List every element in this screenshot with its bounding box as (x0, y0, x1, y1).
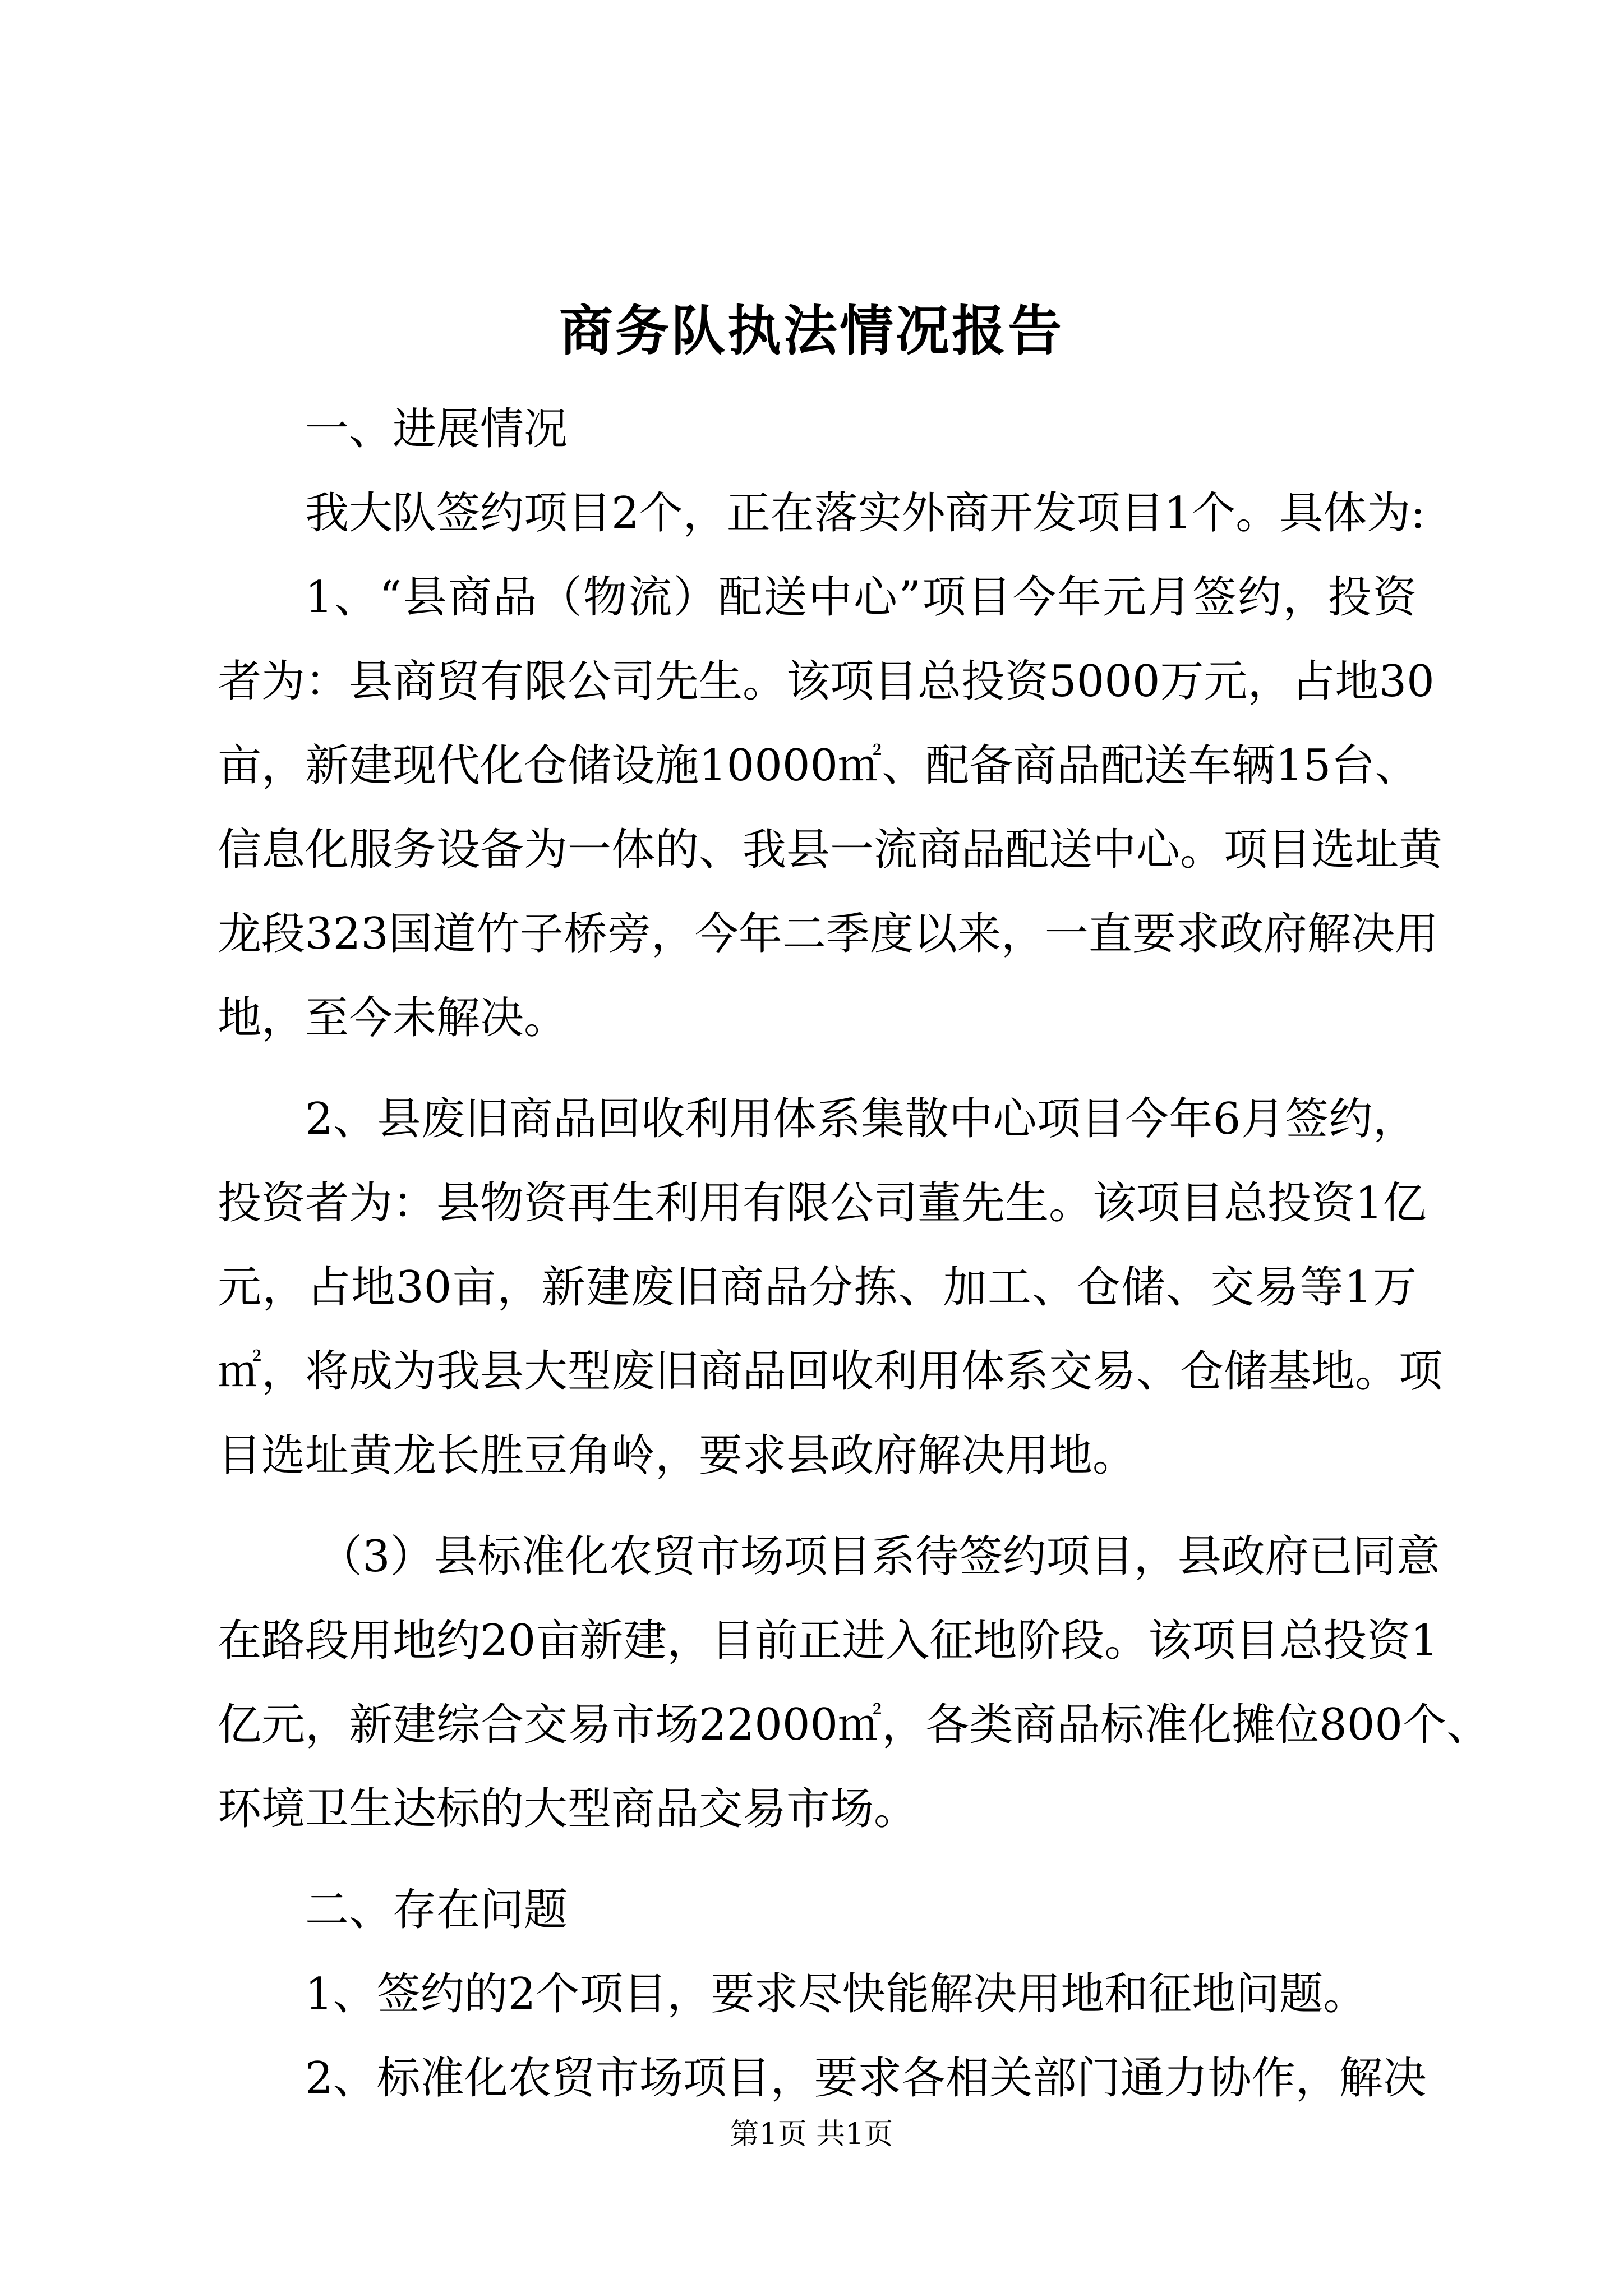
paragraph-line: 信息化服务设备为一体的、我县一流商品配送中心。项目选址黄 (218, 825, 1443, 875)
paragraph-line: 投资者为：县物资再生利用有限公司董先生。该项目总投资1亿 (218, 1178, 1427, 1228)
paragraph-line: 环境卫生达标的大型商品交易市场。 (218, 1784, 918, 1834)
paragraph-line: 1、签约的2个项目，要求尽快能解决用地和征地问题。 (305, 1969, 1367, 2019)
document-body (218, 387, 1491, 2120)
paragraph-line: 目选址黄龙长胜豆角岭，要求县政府解决用地。 (218, 1430, 1137, 1481)
paragraph-line: ㎡，将成为我县大型废旧商品回收利用体系交易、仓储基地。项 (218, 1346, 1443, 1397)
paragraph-line: 地，至今未解决。 (218, 993, 568, 1043)
section-heading-problems: 二、存在问题 (305, 1885, 568, 1935)
paragraph-line: 元，占地30亩，新建废旧商品分拣、加工、仓储、交易等1万 (218, 1262, 1417, 1313)
paragraph-line: 者为：县商贸有限公司先生。该项目总投资5000万元，占地30 (218, 656, 1435, 707)
paragraph-line: 在路段用地约20亩新建，目前正进入征地阶段。该项目总投资1 (218, 1616, 1438, 1666)
paragraph-line: 2、县废旧商品回收利用体系集散中心项目今年6月签约， (305, 1094, 1417, 1144)
paragraph-line: 亩，新建现代化仓储设施10000㎡、配备商品配送车辆15台、 (218, 740, 1419, 791)
paragraph-line: 龙段323国道竹子桥旁，今年二季度以来，一直要求政府解决用 (218, 909, 1438, 959)
document-title: 商务队执法情况报告 (559, 299, 1064, 362)
page-footer: 第1页 共1页 (730, 2118, 893, 2151)
section-heading-progress: 一、进展情况 (305, 404, 568, 454)
paragraph-line: 2、标准化农贸市场项目，要求各相关部门通力协作，解决 (305, 2053, 1427, 2104)
paragraph-line: （3）县标准化农贸市场项目系待签约项目，县政府已同意 (319, 1531, 1440, 1582)
paragraph-line: 1、“县商品（物流）配送中心”项目今年元月签约，投资 (305, 572, 1417, 623)
paragraph-line: 我大队签约项目2个，正在落实外商开发项目1个。具体为: (305, 488, 1426, 539)
paragraph-line: 亿元，新建综合交易市场22000㎡，各类商品标准化摊位800个、 (218, 1700, 1491, 1750)
